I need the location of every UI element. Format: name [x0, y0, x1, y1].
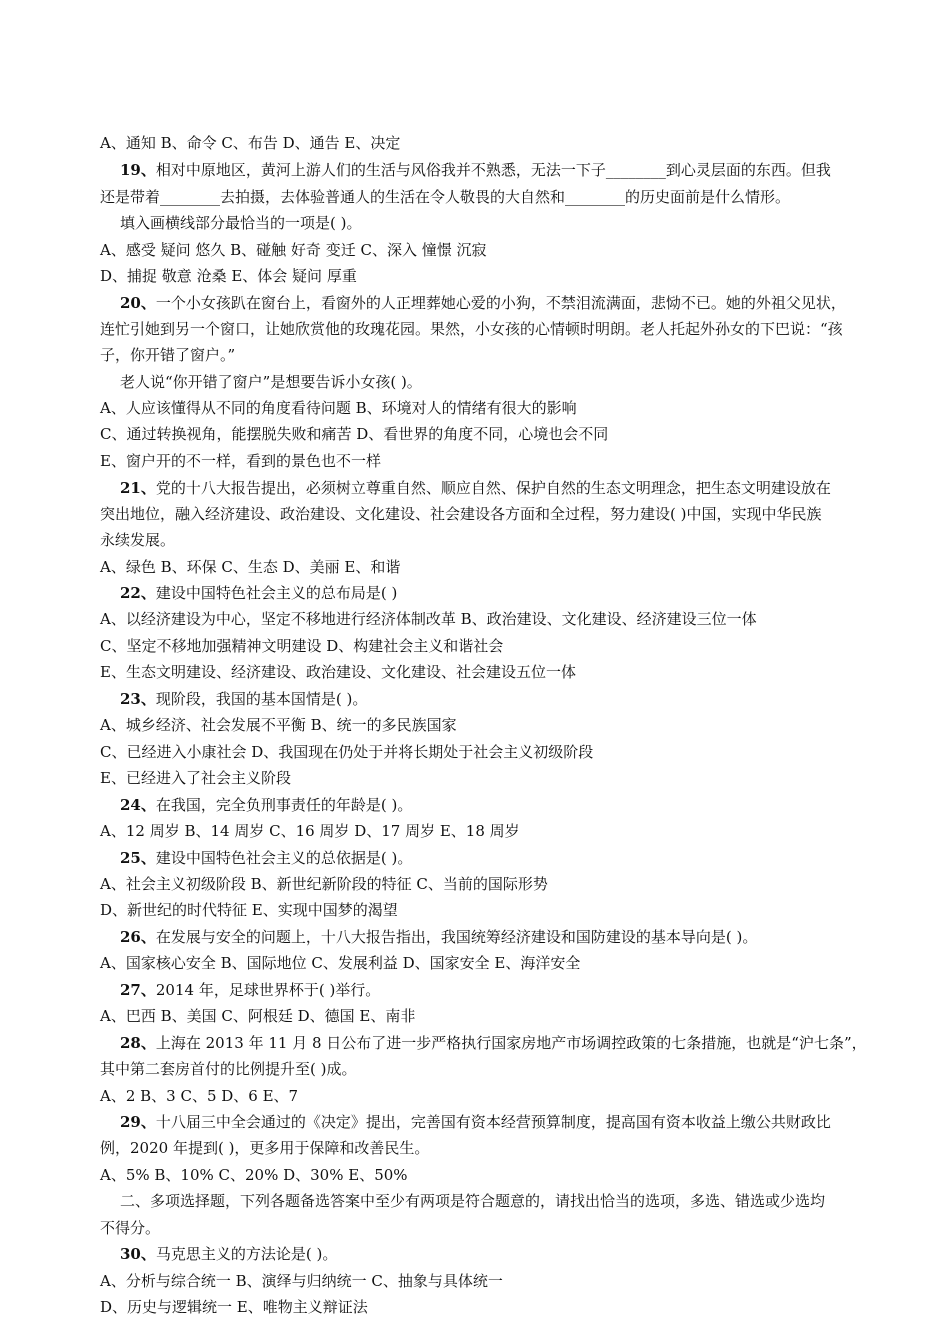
question-text: 相对中原地区，黄河上游人们的生活与风俗我并不熟悉，无法一下子________到心灵层面的东西。但我: [155, 161, 831, 179]
options-line: A、国家核心安全 B、国际地位 C、发展利益 D、国家安全 E、海洋安全: [100, 954, 581, 972]
question-text: 在发展与安全的问题上，十八大报告指出，我国统筹经济建设和国防建设的基本导向是( )。: [155, 928, 758, 946]
question-20-continued: 子，你开错了窗户。”: [100, 346, 236, 364]
question-text: 十八届三中全会通过的《决定》提出，完善国有资本经营预算制度，提高国有资本收益上缴公共财政比: [155, 1113, 831, 1131]
options-line: A、感受 疑问 悠久 B、碰触 好奇 变迁 C、深入 憧憬 沉寂: [100, 241, 487, 259]
question-30: [120, 1244, 337, 1264]
question-28-continued: 其中第二套房首付的比例提升至( )成。: [100, 1060, 357, 1078]
options-line: E、窗户开的不一样，看到的景色也不一样: [100, 452, 381, 470]
question-number: 20、: [120, 294, 156, 312]
question-21-continued: 永续发展。: [100, 531, 176, 549]
question-number: 19、: [120, 161, 156, 179]
question-text: 2014 年，足球世界杯于( )举行。: [155, 981, 381, 999]
options-line: E、生态文明建设、经济建设、政治建设、文化建设、社会建设五位一体: [100, 663, 576, 681]
question-text: 现阶段，我国的基本国情是( )。: [155, 690, 368, 708]
question-text: 党的十八大报告提出，必须树立尊重自然、顺应自然、保护自然的生态文明理念，把生态文明建设放在: [155, 479, 831, 497]
options-line: A、分析与综合统一 B、演绎与归纳统一 C、抽象与具体统一: [100, 1272, 503, 1290]
options-line: A、社会主义初级阶段 B、新世纪新阶段的特征 C、当前的国际形势: [100, 875, 548, 893]
question-20: [120, 293, 846, 313]
question-21: [120, 478, 831, 498]
options-line: A、巴西 B、美国 C、阿根廷 D、德国 E、南非: [100, 1007, 416, 1025]
question-20-prompt: 老人说“你开错了窗户”是想要告诉小女孩( )。: [120, 373, 422, 391]
question-20-continued: 连忙引她到另一个窗口，让她欣赏他的玫瑰花园。果然，小女孩的心情顿时明朗。老人托起外孙女的下巴说：“孩: [100, 320, 843, 338]
question-19-prompt: 填入画横线部分最恰当的一项是( )。: [120, 214, 362, 232]
options-line: C、通过转换视角，能摆脱失败和痛苦 D、看世界的角度不同，心境也会不同: [100, 425, 609, 443]
question-29: [120, 1112, 831, 1132]
question-25: [120, 848, 412, 868]
question-19: [120, 160, 831, 180]
options-line: A、人应该懂得从不同的角度看待问题 B、环境对人的情绪有很大的影响: [100, 399, 577, 417]
options-line: C、坚定不移地加强精神文明建设 D、构建社会主义和谐社会: [100, 637, 504, 655]
question-number: 28、: [120, 1034, 156, 1052]
question-26: [120, 927, 757, 947]
question-23: [120, 689, 367, 709]
options-line: A、以经济建设为中心，坚定不移地进行经济体制改革 B、政治建设、文化建设、经济建设三位一体: [100, 610, 757, 628]
section-heading: 二、多项选择题，下列各题备选答案中至少有两项是符合题意的，请找出恰当的选项，多选、错选或少选均: [120, 1192, 826, 1210]
question-number: 26、: [120, 928, 156, 946]
question-text: 在我国，完全负刑事责任的年龄是( )。: [155, 796, 413, 814]
question-number: 24、: [120, 796, 156, 814]
question-number: 23、: [120, 690, 156, 708]
question-text: 上海在 2013 年 11 月 8 日公布了进一步严格执行国家房地产市场调控政策的七条措施，也就是“沪七条”，: [155, 1034, 867, 1052]
options-line: D、捕捉 敬意 沧桑 E、体会 疑问 厚重: [100, 267, 357, 285]
options-line: D、历史与逻辑统一 E、唯物主义辩证法: [100, 1298, 368, 1316]
options-line: A、通知 B、命令 C、布告 D、通告 E、决定: [100, 134, 401, 152]
options-line: A、5% B、10% C、20% D、30% E、50%: [100, 1166, 408, 1184]
question-text: 建设中国特色社会主义的总布局是( ): [155, 584, 398, 602]
question-27: [120, 980, 380, 1000]
question-number: 21、: [120, 479, 156, 497]
question-number: 25、: [120, 849, 156, 867]
question-29-continued: 例，2020 年提到( )，更多用于保障和改善民生。: [100, 1139, 430, 1157]
question-22: [120, 583, 397, 603]
question-text: 一个小女孩趴在窗台上，看窗外的人正埋葬她心爱的小狗，不禁泪流满面，悲恸不已。她的外祖父见状，: [155, 294, 846, 312]
question-number: 22、: [120, 584, 156, 602]
question-21-continued: 突出地位，融入经济建设、政治建设、文化建设、社会建设各方面和全过程，努力建设( )中国，实现中华民族: [100, 505, 822, 523]
options-line: D、新世纪的时代特征 E、实现中国梦的渴望: [100, 901, 398, 919]
question-text: 马克思主义的方法论是( )。: [155, 1245, 338, 1263]
options-line: A、2 B、3 C、5 D、6 E、7: [100, 1087, 299, 1105]
section-heading-continued: 不得分。: [100, 1219, 161, 1237]
question-19-continued: 还是带着________去拍摄，去体验普通人的生活在令人敬畏的大自然和________的历史面前是什么情形。: [100, 188, 791, 206]
question-number: 27、: [120, 981, 156, 999]
question-text: 建设中国特色社会主义的总依据是( )。: [155, 849, 413, 867]
question-28: [120, 1033, 867, 1053]
options-line: A、城乡经济、社会发展不平衡 B、统一的多民族国家: [100, 716, 457, 734]
options-line: E、已经进入了社会主义阶段: [100, 769, 291, 787]
question-24: [120, 795, 412, 815]
options-line: A、绿色 B、环保 C、生态 D、美丽 E、和谐: [100, 558, 401, 576]
question-number: 30、: [120, 1245, 156, 1263]
options-line: A、12 周岁 B、14 周岁 C、16 周岁 D、17 周岁 E、18 周岁: [100, 822, 520, 840]
question-number: 29、: [120, 1113, 156, 1131]
options-line: C、已经进入小康社会 D、我国现在仍处于并将长期处于社会主义初级阶段: [100, 743, 594, 761]
